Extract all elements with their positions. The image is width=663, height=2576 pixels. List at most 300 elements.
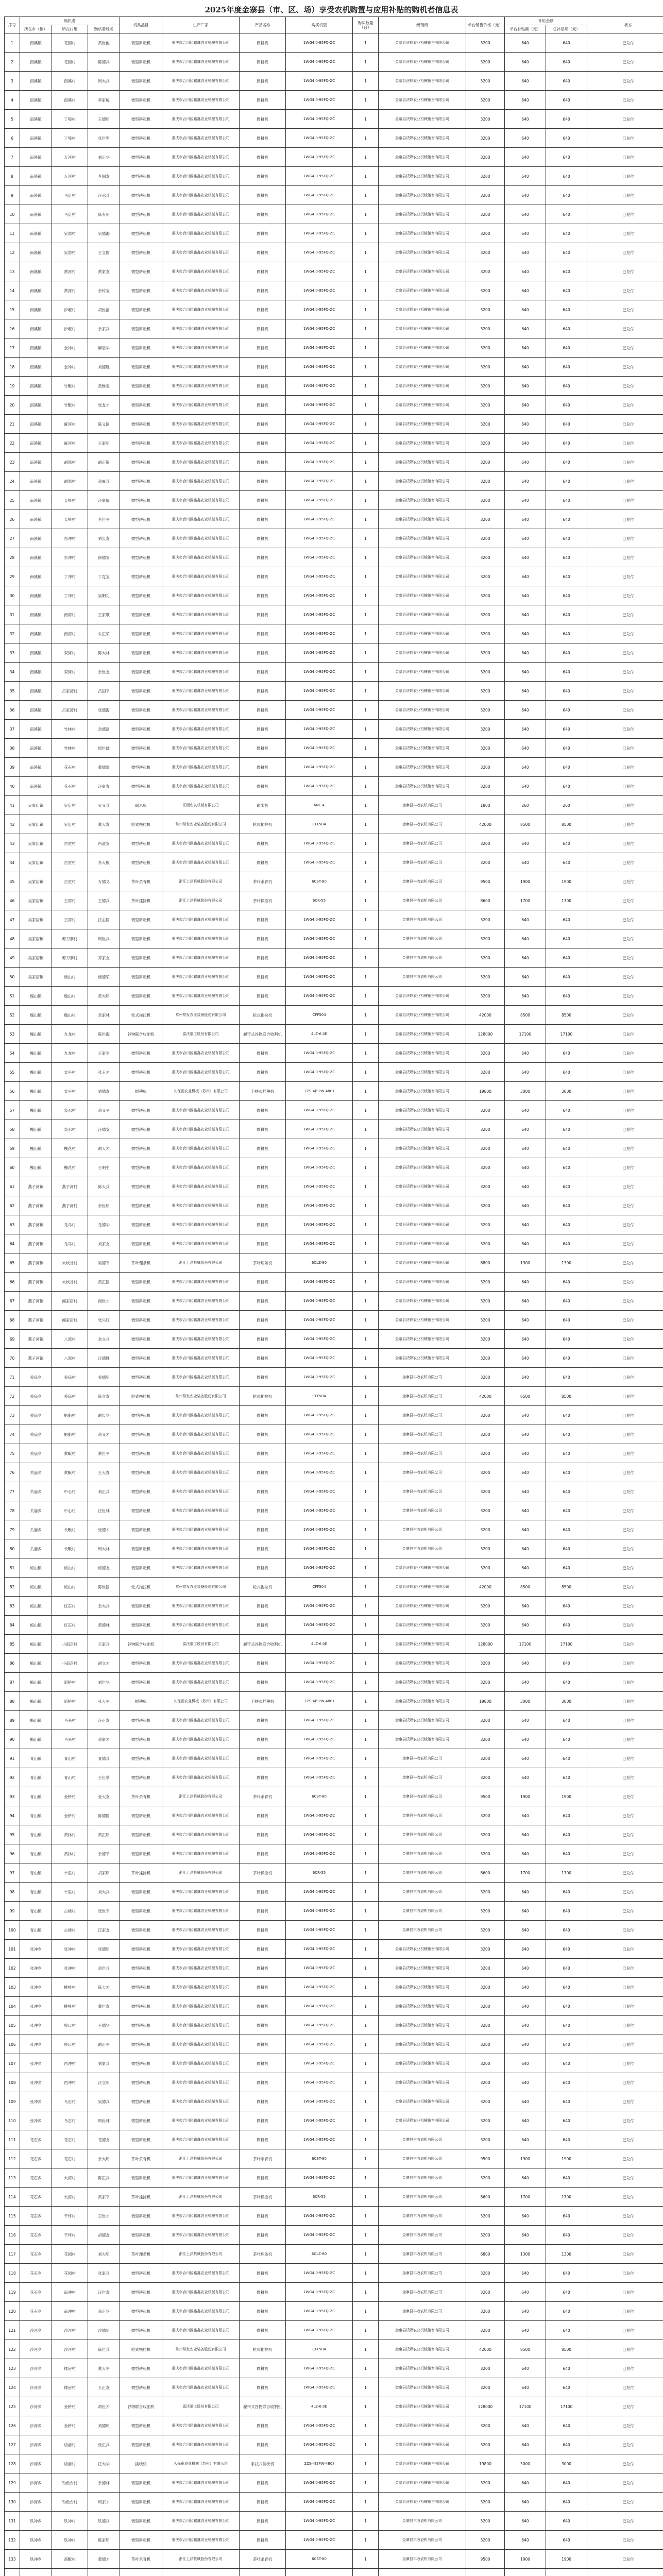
- cell-machine-item: 微型耕耘机: [120, 1768, 162, 1787]
- cell-village: 燕子河村: [52, 1196, 88, 1215]
- cell-maker: 常州常发农业装备股份有限公司: [162, 1578, 240, 1597]
- cell-machine-item: 微型耕耘机: [120, 1539, 162, 1558]
- cell-unit-subsidy: 640: [505, 1177, 546, 1196]
- cell-model: 1WG4.0-95FQ-ZC: [286, 1844, 353, 1863]
- cell-model: 1WG4.0-95FQ-ZC: [286, 2531, 353, 2550]
- cell-maker: 重庆市合川区鑫鑫农业机械有限公司: [162, 1730, 240, 1749]
- cell-unit-price: 3200: [466, 1349, 505, 1368]
- cell-total-subsidy: 3000: [546, 1692, 587, 1711]
- cell-machine-item: 茶叶揉捻机: [120, 891, 162, 910]
- cell-town: 沙河乡: [20, 2454, 52, 2473]
- cell-town: 花石乡: [20, 2302, 52, 2321]
- table-row: [5, 2569, 663, 2576]
- cell-dealer: 金寨县丰收农机有限公司: [379, 1387, 466, 1406]
- cell-product: 微耕机: [240, 1902, 286, 1921]
- cell-machine-item: 微型耕耘机: [120, 2035, 162, 2054]
- cell-unit-subsidy: 640: [505, 624, 546, 643]
- cell-dealer: 金寨县沃野农业机械销售有限公司: [379, 605, 466, 624]
- cell-qty: 1: [353, 53, 379, 72]
- cell-machine-item: 微型耕耘机: [120, 1273, 162, 1292]
- cell-unit-price: 3200: [466, 377, 505, 396]
- cell-machine-item: 微型耕耘机: [120, 1616, 162, 1635]
- table-row: [5, 491, 663, 510]
- cell-model: 1WG4.0-95FQ-ZC: [286, 605, 353, 624]
- table-row: [5, 1196, 663, 1215]
- cell-model: 1WG4.0-95FQ-ZC: [286, 1196, 353, 1215]
- cell-qty: 1: [353, 815, 379, 834]
- cell-unit-subsidy: 640: [505, 1768, 546, 1787]
- cell-qty: 1: [353, 1158, 379, 1177]
- cell-status: 已兑付: [587, 643, 663, 663]
- cell-dealer: 金寨县沃野农业机械销售有限公司: [379, 2073, 466, 2092]
- cell-unit-subsidy: 640: [505, 2168, 546, 2188]
- cell-status: 已兑付: [587, 1768, 663, 1787]
- cell-maker: 重庆市合川区鑫鑫农业机械有限公司: [162, 663, 240, 682]
- cell-dealer: 金寨县丰收农机有限公司: [379, 2207, 466, 2226]
- cell-status: 已兑付: [587, 1120, 663, 1139]
- cell-village: 花石村: [52, 2130, 88, 2149]
- cell-model: 1WG4.0-95FQ-ZC: [286, 1139, 353, 1158]
- cell-buyer-name: 张德明: [88, 1940, 120, 1959]
- cell-dealer: 金寨县沃野农业机械销售有限公司: [379, 148, 466, 167]
- cell-maker: 重庆市合川区鑫鑫农业机械有限公司: [162, 377, 240, 396]
- cell-unit-price: 3200: [466, 2321, 505, 2340]
- cell-machine-item: 微型耕耘机: [120, 2321, 162, 2340]
- cell-total-subsidy: 640: [546, 2035, 587, 2054]
- cell-no: 76: [5, 1463, 20, 1482]
- cell-model: 1WG4.0-95FQ-ZC: [286, 1292, 353, 1311]
- cell-unit-price: 3200: [466, 1311, 505, 1330]
- cell-qty: 1: [353, 758, 379, 777]
- cell-machine-item: 微型耕耘机: [120, 2168, 162, 2188]
- cell-product: 微耕机: [240, 1158, 286, 1177]
- cell-buyer-name: [88, 2569, 120, 2576]
- table-row: [5, 300, 663, 319]
- cell-qty: 1: [353, 1482, 379, 1501]
- cell-unit-price: 3200: [466, 1806, 505, 1825]
- cell-status: 已兑付: [587, 1597, 663, 1616]
- cell-product: 微耕机: [240, 701, 286, 720]
- cell-village: 双河村: [52, 643, 88, 663]
- cell-qty: 1: [353, 2054, 379, 2073]
- cell-buyer-name: 陈大兵: [88, 1177, 120, 1196]
- cell-machine-item: 微型耕耘机: [120, 1711, 162, 1730]
- cell-qty: 1: [353, 129, 379, 148]
- cell-model: 1WG4.0-95FQ-ZC: [286, 167, 353, 186]
- cell-model: 1WG4.0-95FQ-ZC: [286, 586, 353, 605]
- cell-unit-price: 3200: [466, 2416, 505, 2435]
- cell-product: 微耕机: [240, 1368, 286, 1387]
- cell-unit-price: 3200: [466, 1730, 505, 1749]
- cell-dealer: 金寨县丰收农机有限公司: [379, 1825, 466, 1844]
- cell-qty: 1: [353, 2359, 379, 2378]
- cell-product: 碾米机: [240, 796, 286, 815]
- cell-village: 大湾村: [52, 2168, 88, 2188]
- cell-unit-subsidy: 640: [505, 510, 546, 529]
- cell-village: 马店村: [52, 205, 88, 224]
- cell-no: 126: [5, 2416, 20, 2435]
- cell-buyer-name: 汪德安: [88, 1120, 120, 1139]
- table-row: [5, 53, 663, 72]
- cell-unit-subsidy: 640: [505, 663, 546, 682]
- cell-no: 22: [5, 434, 20, 453]
- cell-machine-item: 微型耕耘机: [120, 2073, 162, 2092]
- cell-status: 已兑付: [587, 2054, 663, 2073]
- table-row: [5, 2035, 663, 2054]
- cell-unit-price: 3200: [466, 1330, 505, 1349]
- cell-status: 已兑付: [587, 1501, 663, 1520]
- cell-village: 大湾村: [52, 2188, 88, 2207]
- cell-model: CFF504: [286, 1578, 353, 1597]
- cell-town: 沙河乡: [20, 2378, 52, 2397]
- cell-machine-item: 茶叶理条机: [120, 2245, 162, 2264]
- cell-maker: 重庆市合川区鑫鑫农业机械有限公司: [162, 1959, 240, 1978]
- cell-product: 茶叶理条机: [240, 2245, 286, 2264]
- cell-unit-subsidy: 640: [505, 1139, 546, 1158]
- cell-product: 微耕机: [240, 2207, 286, 2226]
- cell-buyer-name: 周大林: [88, 1539, 120, 1558]
- header-product: 产品名称: [240, 17, 286, 33]
- cell-machine-item: 插秧机: [120, 1692, 162, 1711]
- cell-product: 微耕机: [240, 415, 286, 434]
- cell-unit-price: 3200: [466, 1978, 505, 1997]
- table-row: [5, 796, 663, 815]
- cell-no: 15: [5, 300, 20, 319]
- cell-no: 30: [5, 586, 20, 605]
- cell-buyer-name: 王德兵: [88, 891, 120, 910]
- cell-town: 吴家店镇: [20, 910, 52, 929]
- cell-qty: 1: [353, 148, 379, 167]
- cell-unit-subsidy: 640: [505, 1063, 546, 1082]
- cell-unit-subsidy: 640: [505, 72, 546, 91]
- cell-model: 1WG4.0-95FQ-ZC: [286, 777, 353, 796]
- cell-village: 黄畈村: [52, 1444, 88, 1463]
- cell-model: 1WG4.0-95FQ-ZC: [286, 1597, 353, 1616]
- cell-buyer-name: 汪承兵: [88, 186, 120, 205]
- cell-no: 34: [5, 663, 20, 682]
- cell-machine-item: 茶叶杀青机: [120, 1787, 162, 1806]
- cell-maker: 重庆市合川区鑫鑫农业机械有限公司: [162, 1883, 240, 1902]
- cell-village: 万河村: [52, 167, 88, 186]
- cell-total-subsidy: 640: [546, 2207, 587, 2226]
- cell-total-subsidy: 1300: [546, 1253, 587, 1273]
- cell-machine-item: 谷物联合收割机: [120, 1635, 162, 1654]
- cell-status: 已兑付: [587, 1654, 663, 1673]
- cell-total-subsidy: 640: [546, 1959, 587, 1978]
- cell-model: 1WG4.0-95FQ-ZC: [286, 434, 353, 453]
- table-row: [5, 1825, 663, 1844]
- cell-product: 微耕机: [240, 205, 286, 224]
- cell-status: 已兑付: [587, 2302, 663, 2321]
- cell-dealer: 金寨县沃野农业机械销售有限公司: [379, 1044, 466, 1063]
- cell-model: 1WG4.0-95FQ-ZC: [286, 2283, 353, 2302]
- cell-town: 槐山镇: [20, 1025, 52, 1044]
- cell-buyer-name: 刘正华: [88, 148, 120, 167]
- cell-village: 麻河村: [52, 434, 88, 453]
- cell-buyer-name: 张友才: [88, 396, 120, 415]
- cell-model: 1WG4.0-95FQ-ZC: [286, 1883, 353, 1902]
- cell-qty: 1: [353, 243, 379, 262]
- cell-qty: 1: [353, 548, 379, 567]
- cell-no: 87: [5, 1673, 20, 1692]
- cell-no: 36: [5, 701, 20, 720]
- cell-town: 吴家店镇: [20, 891, 52, 910]
- cell-status: 已兑付: [587, 1997, 663, 2016]
- cell-product: 微耕机: [240, 1234, 286, 1253]
- cell-buyer-name: 刘家兵: [88, 2054, 120, 2073]
- cell-status: 已兑付: [587, 1692, 663, 1711]
- cell-town: 南溪镇: [20, 300, 52, 319]
- cell-buyer-name: 王德华: [88, 2016, 120, 2035]
- cell-product: 微耕机: [240, 2035, 286, 2054]
- cell-total-subsidy: 640: [546, 987, 587, 1006]
- cell-buyer-name: 刘世华: [88, 1673, 120, 1692]
- cell-buyer-name: 余大明: [88, 2149, 120, 2168]
- cell-qty: 1: [353, 510, 379, 529]
- table-row: [5, 682, 663, 701]
- cell-total-subsidy: 640: [546, 1482, 587, 1501]
- cell-qty: 1: [353, 1825, 379, 1844]
- cell-maker: 重庆市合川区鑫鑫农业机械有限公司: [162, 2359, 240, 2378]
- cell-total-subsidy: 640: [546, 1806, 587, 1825]
- cell-product: 微耕机: [240, 281, 286, 300]
- cell-total-subsidy: 640: [546, 338, 587, 358]
- cell-qty: 1: [353, 2016, 379, 2035]
- cell-buyer-name: 王世荣: [88, 1768, 120, 1787]
- cell-village: 长岭村: [52, 491, 88, 510]
- cell-village: 古堂村: [52, 834, 88, 853]
- cell-total-subsidy: 640: [546, 720, 587, 739]
- cell-dealer: 金寨县沃野农业机械销售有限公司: [379, 224, 466, 243]
- table-row: [5, 624, 663, 643]
- cell-product: 微耕机: [240, 929, 286, 948]
- cell-machine-item: 微型耕耘机: [120, 586, 162, 605]
- cell-buyer-name: 丁克宝: [88, 567, 120, 586]
- cell-unit-price: 128000: [466, 2397, 505, 2416]
- cell-qty: 1: [353, 2111, 379, 2130]
- cell-unit-subsidy: 640: [505, 2493, 546, 2512]
- cell-unit-subsidy: 640: [505, 186, 546, 205]
- cell-village: 吴店村: [52, 815, 88, 834]
- table-row: [5, 2016, 663, 2035]
- cell-town: 南溪镇: [20, 72, 52, 91]
- cell-unit-price: 3200: [466, 110, 505, 129]
- cell-unit-subsidy: 640: [505, 129, 546, 148]
- cell-unit-price: 3200: [466, 701, 505, 720]
- cell-machine-item: 插秧机: [120, 1082, 162, 1101]
- cell-maker: 重庆市合川区鑫鑫农业机械有限公司: [162, 1616, 240, 1635]
- cell-unit-subsidy: 640: [505, 2264, 546, 2283]
- cell-product: 微耕机: [240, 1063, 286, 1082]
- cell-machine-item: 微型耕耘机: [120, 529, 162, 548]
- cell-buyer-name: 余传宝: [88, 281, 120, 300]
- cell-town: 吴家店镇: [20, 796, 52, 815]
- cell-qty: 1: [353, 682, 379, 701]
- cell-total-subsidy: 640: [546, 1711, 587, 1730]
- cell-town: 沙河乡: [20, 2397, 52, 2416]
- cell-status: 已兑付: [587, 663, 663, 682]
- cell-unit-subsidy: 640: [505, 2130, 546, 2149]
- cell-machine-item: 茶叶杀青机: [120, 2149, 162, 2168]
- cell-model: 1WG4.0-95FQ-ZC: [286, 1463, 353, 1482]
- cell-village: 南湾村: [52, 605, 88, 624]
- cell-buyer-name: 黄维宝: [88, 377, 120, 396]
- cell-no: 3: [5, 72, 20, 91]
- cell-total-subsidy: 640: [546, 1234, 587, 1253]
- cell-model: 1WG4.0-95FQ-ZC: [286, 510, 353, 529]
- cell-unit-subsidy: 640: [505, 643, 546, 663]
- cell-unit-subsidy: 8500: [505, 1578, 546, 1597]
- cell-village: 金冲村: [52, 338, 88, 358]
- cell-buyer-name: 汪德胜: [88, 1349, 120, 1368]
- cell-maker: 重庆市合川区鑫鑫农业机械有限公司: [162, 472, 240, 491]
- cell-buyer-name: 王家顺: [88, 605, 120, 624]
- cell-no: 26: [5, 510, 20, 529]
- cell-no: 7: [5, 148, 20, 167]
- cell-machine-item: 轮式拖拉机: [120, 1578, 162, 1597]
- cell-unit-subsidy: 640: [505, 2321, 546, 2340]
- cell-village: 十里村: [52, 1883, 88, 1902]
- cell-status: 已兑付: [587, 2226, 663, 2245]
- cell-village: 黄畈村: [52, 1463, 88, 1482]
- cell-dealer: 金寨县丰收农机有限公司: [379, 1539, 466, 1558]
- cell-town: 南溪镇: [20, 205, 52, 224]
- table-row: [5, 243, 663, 262]
- table-row: [5, 186, 663, 205]
- cell-model: 1WG4.0-95FQ-ZC: [286, 2378, 353, 2397]
- cell-buyer-name: 陈大才: [88, 1978, 120, 1997]
- cell-dealer: 金寨县沃野农业机械销售有限公司: [379, 358, 466, 377]
- cell-unit-price: 19800: [466, 2454, 505, 2473]
- cell-status: [587, 2569, 663, 2576]
- cell-buyer-name: 陈世国: [88, 1578, 120, 1597]
- cell-machine-item: 微型耕耘机: [120, 1883, 162, 1902]
- cell-unit-price: 3200: [466, 205, 505, 224]
- cell-unit-price: 3200: [466, 2168, 505, 2188]
- table-row: [5, 453, 663, 472]
- cell-total-subsidy: 640: [546, 929, 587, 948]
- cell-dealer: 金寨县丰收农机有限公司: [379, 1844, 466, 1863]
- cell-no: 95: [5, 1825, 20, 1844]
- cell-village: 楼房村: [52, 2359, 88, 2378]
- cell-machine-item: 微型耕耘机: [120, 358, 162, 377]
- cell-maker: 重庆市合川区鑫鑫农业机械有限公司: [162, 1158, 240, 1177]
- cell-unit-subsidy: 640: [505, 1749, 546, 1768]
- cell-unit-price: 3200: [466, 2493, 505, 2512]
- cell-machine-item: 微型耕耘机: [120, 2226, 162, 2245]
- cell-model: 1WG4.0-95FQ-ZC: [286, 2321, 353, 2340]
- cell-dealer: 金寨县丰收农机有限公司: [379, 948, 466, 968]
- cell-qty: 1: [353, 1635, 379, 1654]
- cell-unit-price: 3200: [466, 2359, 505, 2378]
- cell-village: 古堂村: [52, 872, 88, 891]
- cell-unit-subsidy: 1900: [505, 2550, 546, 2569]
- cell-total-subsidy: 640: [546, 1921, 587, 1940]
- cell-unit-price: 3200: [466, 929, 505, 948]
- cell-machine-item: 微型耕耘机: [120, 262, 162, 281]
- cell-buyer-name: 汪世友: [88, 2283, 120, 2302]
- cell-maker: 浙江上洋机械股份有限公司: [162, 1863, 240, 1883]
- cell-dealer: 金寨县沃野农业机械销售有限公司: [379, 396, 466, 415]
- cell-buyer-name: 余德林: [88, 2473, 120, 2493]
- cell-total-subsidy: 640: [546, 472, 587, 491]
- cell-status: 已兑付: [587, 1139, 663, 1158]
- cell-status: 已兑付: [587, 1825, 663, 1844]
- cell-machine-item: 微型耕耘机: [120, 300, 162, 319]
- table-row: [5, 2092, 663, 2111]
- cell-unit-price: 3200: [466, 1940, 505, 1959]
- cell-dealer: 金寨县丰收农机有限公司: [379, 1368, 466, 1387]
- cell-unit-subsidy: 640: [505, 1940, 546, 1959]
- cell-status: 已兑付: [587, 567, 663, 586]
- cell-maker: 常州常发农业装备股份有限公司: [162, 815, 240, 834]
- cell-unit-subsidy: 640: [505, 1482, 546, 1501]
- cell-buyer-name: 陈家明: [88, 2531, 120, 2550]
- cell-model: 1WG4.0-95FQ-ZC: [286, 2054, 353, 2073]
- cell-qty: 1: [353, 338, 379, 358]
- cell-model: 1WG4.0-95FQ-ZC: [286, 186, 353, 205]
- cell-town: 张冲乡: [20, 1959, 52, 1978]
- cell-maker: 重庆市合川区鑫鑫农业机械有限公司: [162, 1597, 240, 1616]
- cell-maker: 重庆市合川区鑫鑫农业机械有限公司: [162, 243, 240, 262]
- table-row: [5, 1330, 663, 1349]
- cell-village: 泉水村: [52, 1101, 88, 1120]
- cell-machine-item: 微型耕耘机: [120, 548, 162, 567]
- cell-dealer: 金寨县丰收农机有限公司: [379, 834, 466, 853]
- cell-town: 梅山镇: [20, 1616, 52, 1635]
- cell-qty: 1: [353, 1940, 379, 1959]
- cell-qty: 1: [353, 2245, 379, 2264]
- cell-qty: 1: [353, 358, 379, 377]
- cell-town: 青山镇: [20, 1749, 52, 1768]
- cell-unit-price: 3200: [466, 1292, 505, 1311]
- table-row: [5, 1959, 663, 1978]
- table-row: [5, 1558, 663, 1578]
- cell-dealer: 金寨县沃野农业机械销售有限公司: [379, 1940, 466, 1959]
- cell-town: 南溪镇: [20, 510, 52, 529]
- cell-qty: 1: [353, 987, 379, 1006]
- cell-maker: 雷沃重工股份有限公司: [162, 1635, 240, 1654]
- cell-machine-item: 微型耕耘机: [120, 510, 162, 529]
- cell-town: 关庙乡: [20, 1387, 52, 1406]
- cell-no: 13: [5, 262, 20, 281]
- cell-status: 已兑付: [587, 1406, 663, 1425]
- cell-product: 微耕机: [240, 224, 286, 243]
- cell-village: 丁埠村: [52, 110, 88, 129]
- table-row: [5, 1539, 663, 1558]
- cell-no: 42: [5, 815, 20, 834]
- cell-village: 万河村: [52, 148, 88, 167]
- cell-unit-price: 3200: [466, 281, 505, 300]
- cell-maker: 重庆市合川区鑫鑫农业机械有限公司: [162, 529, 240, 548]
- cell-status: 已兑付: [587, 1520, 663, 1539]
- cell-machine-item: 微型耕耘机: [120, 701, 162, 720]
- cell-town: 沙河乡: [20, 2359, 52, 2378]
- cell-status: 已兑付: [587, 167, 663, 186]
- cell-unit-subsidy: 640: [505, 548, 546, 567]
- cell-maker: 浙江上洋机械股份有限公司: [162, 1787, 240, 1806]
- cell-model: 2ZS-4(SPW-48C): [286, 2454, 353, 2473]
- cell-dealer: 金寨县丰收农机有限公司: [379, 2283, 466, 2302]
- cell-buyer-name: 周大兵: [88, 72, 120, 91]
- cell-unit-subsidy: 17100: [505, 1635, 546, 1654]
- cell-town: 槐山镇: [20, 1120, 52, 1139]
- cell-model: 1WG4.0-95FQ-ZC: [286, 987, 353, 1006]
- cell-unit-price: 3200: [466, 1597, 505, 1616]
- cell-buyer-name: 张玉才: [88, 1063, 120, 1082]
- cell-no: 128: [5, 2454, 20, 2473]
- cell-total-subsidy: 640: [546, 358, 587, 377]
